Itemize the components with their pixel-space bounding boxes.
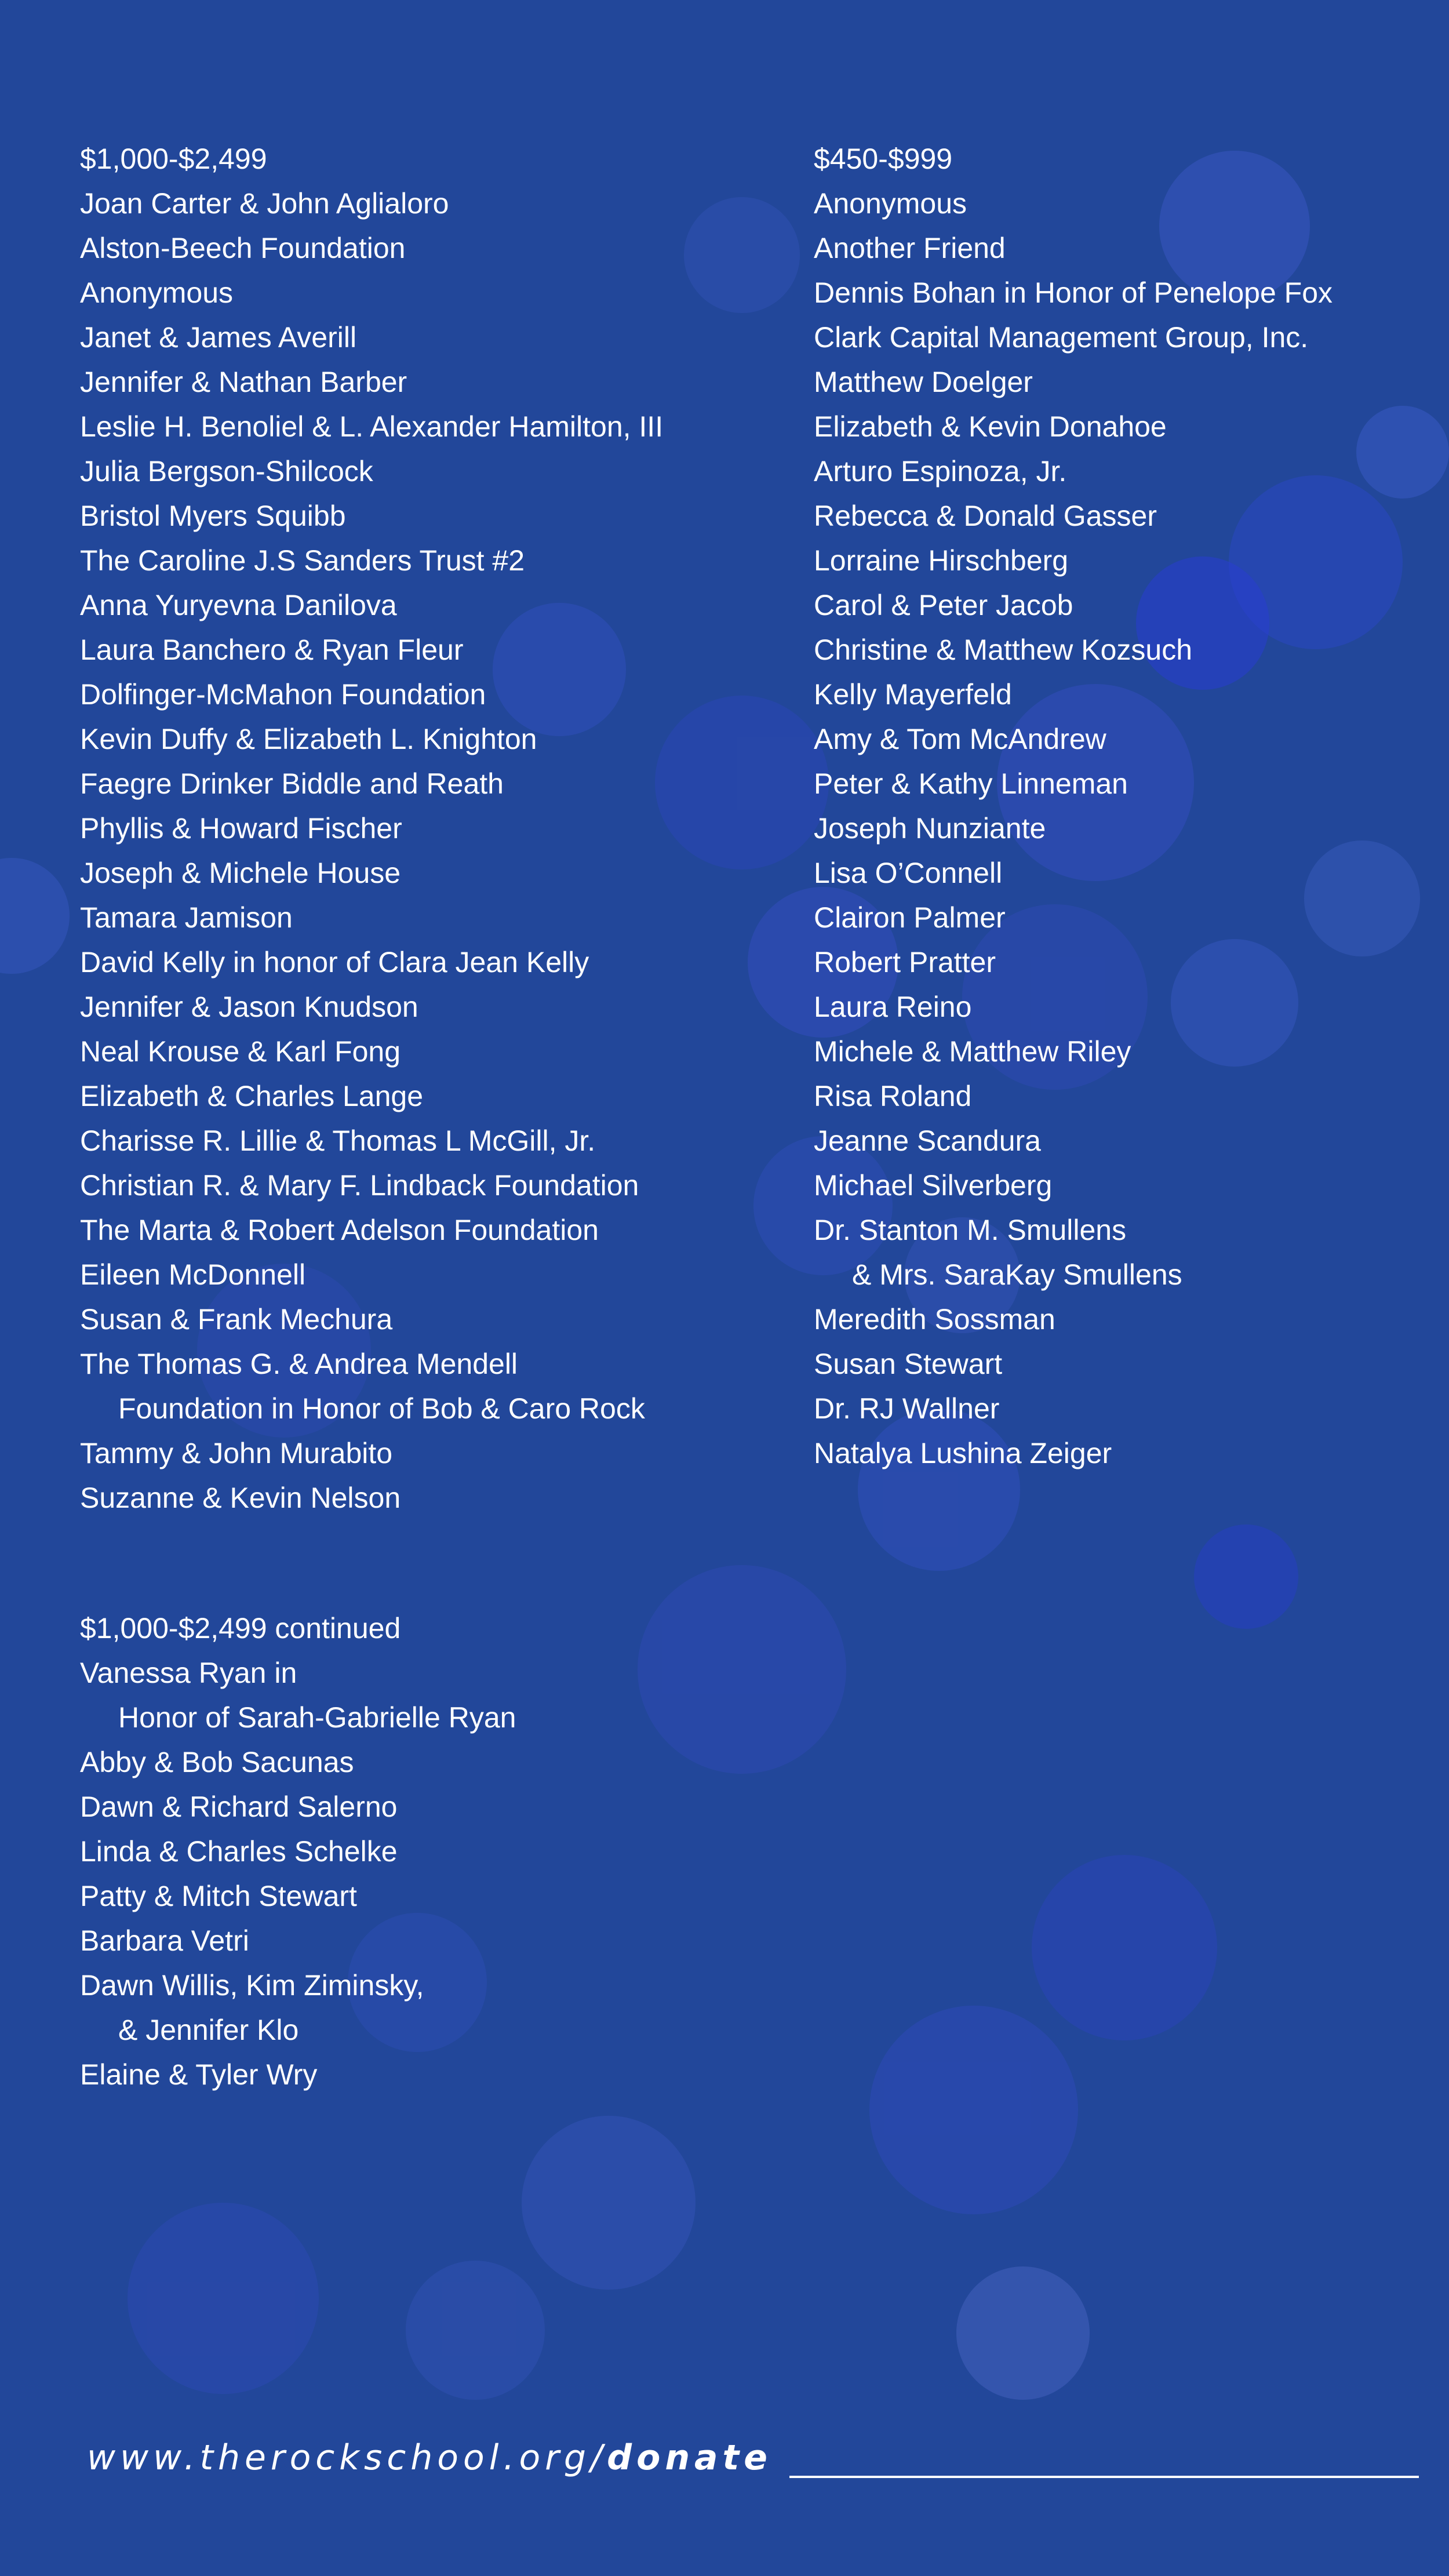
donor-name: Peter & Kathy Linneman [814,767,1128,800]
donor-name: Clark Capital Management Group, Inc. [814,321,1309,354]
donor-name: Charisse R. Lillie & Thomas L McGill, Jr. [80,1125,596,1157]
donor-name: Amy & Tom McAndrew [814,723,1106,755]
donor-name: Tamara Jamison [80,901,293,934]
donate-url-emphasis: donate [607,2437,772,2478]
donor-name: Faegre Drinker Biddle and Reath [80,767,504,800]
donor-name: Another Friend [814,232,1006,264]
donor-name: Joseph & Michele House [80,857,401,889]
donor-name: Michele & Matthew Riley [814,1035,1131,1068]
donor-name: The Caroline J.S Sanders Trust #2 [80,544,525,577]
donor-name: Dawn & Richard Salerno [80,1791,398,1823]
donor-name: Kelly Mayerfeld [814,678,1012,711]
donor-name: Clairon Palmer [814,901,1006,934]
tier-heading-1000-2499: $1,000-$2,499 [80,143,267,175]
donor-name: Anonymous [80,276,234,309]
donor-name: Susan Stewart [814,1348,1003,1380]
donor-name: Dolfinger-McMahon Foundation [80,678,486,711]
donor-name: David Kelly in honor of Clara Jean Kelly [80,946,589,978]
donor-name: Michael Silverberg [814,1169,1053,1202]
donor-name: Abby & Bob Sacunas [80,1746,354,1778]
donor-name: Arturo Espinoza, Jr. [814,455,1067,487]
donor-name: Robert Pratter [814,946,996,978]
donor-name: & Jennifer Klo [118,2014,299,2046]
donor-name: Matthew Doelger [814,366,1033,398]
donor-name: Suzanne & Kevin Nelson [80,1482,401,1514]
donor-name: Carol & Peter Jacob [814,589,1073,621]
donor-name: Bristol Myers Squibb [80,500,346,532]
donor-name: Lorraine Hirschberg [814,544,1069,577]
donor-name: Jennifer & Nathan Barber [80,366,407,398]
donor-name: Anonymous [814,187,967,220]
donor-name: Foundation in Honor of Bob & Caro Rock [118,1392,645,1425]
donor-name: Dawn Willis, Kim Ziminsky, [80,1969,424,2002]
donor-name: Jennifer & Jason Knudson [80,991,418,1023]
donor-name: Elizabeth & Charles Lange [80,1080,424,1112]
donor-name: Honor of Sarah-Gabrielle Ryan [118,1701,516,1734]
column-right [814,137,1333,1476]
donor-name: Eileen McDonnell [80,1258,306,1291]
donor-name: Jeanne Scandura [814,1125,1041,1157]
donor-name: Kevin Duffy & Elizabeth L. Knighton [80,723,537,755]
donor-name: Dr. Stanton M. Smullens [814,1214,1127,1246]
donor-list-1000-2499-continued [80,1651,516,2097]
donor-name: Risa Roland [814,1080,972,1112]
donor-name: Joan Carter & John Aglialoro [80,187,449,220]
donor-name: Vanessa Ryan in [80,1657,297,1689]
donor-name: Elizabeth & Kevin Donahoe [814,410,1167,443]
donor-name: Neal Krouse & Karl Fong [80,1035,401,1068]
donor-name: Anna Yuryevna Danilova [80,589,397,621]
donor-name: Joseph Nunziante [814,812,1046,845]
donate-url[interactable] [87,2432,772,2483]
donor-name: Christine & Matthew Kozsuch [814,634,1193,666]
donor-name: Dennis Bohan in Honor of Penelope Fox [814,276,1333,309]
donor-name: The Thomas G. & Andrea Mendell [80,1348,518,1380]
donor-name: Alston-Beech Foundation [80,232,406,264]
donor-name: Leslie H. Benoliel & L. Alexander Hamilton, III [80,410,664,443]
donor-name: Julia Bergson-Shilcock [80,455,373,487]
donor-name: Laura Banchero & Ryan Fleur [80,634,464,666]
donor-name: Susan & Frank Mechura [80,1303,393,1336]
column-continued [80,1606,516,2097]
donor-name: The Marta & Robert Adelson Foundation [80,1214,599,1246]
signature-line [789,2476,1419,2478]
donor-name: Barbara Vetri [80,1924,249,1957]
donor-list-450-999 [814,181,1333,1476]
donor-name: Dr. RJ Wallner [814,1392,1000,1425]
donor-name: Janet & James Averill [80,321,357,354]
donor-name: Elaine & Tyler Wry [80,2058,318,2091]
donor-name: Laura Reino [814,991,972,1023]
tier-heading-450-999: $450-$999 [814,143,953,175]
tier-heading-1000-2499-continued: $1,000-$2,499 continued [80,1612,401,1644]
donate-url-main: www.therockschool.org/ [87,2437,607,2478]
donor-name: Phyllis & Howard Fischer [80,812,402,845]
donor-name: Patty & Mitch Stewart [80,1880,357,1912]
donor-name: Linda & Charles Schelke [80,1835,398,1868]
donor-name: Christian R. & Mary F. Lindback Foundation [80,1169,639,1202]
donor-name: & Mrs. SaraKay Smullens [852,1258,1182,1291]
donor-name: Tammy & John Murabito [80,1437,393,1469]
donor-list-1000-2499 [80,181,663,1520]
donor-name: Natalya Lushina Zeiger [814,1437,1112,1469]
donor-name: Meredith Sossman [814,1303,1055,1336]
column-left [80,137,663,1520]
donor-name: Rebecca & Donald Gasser [814,500,1157,532]
donor-name: Lisa O’Connell [814,857,1003,889]
